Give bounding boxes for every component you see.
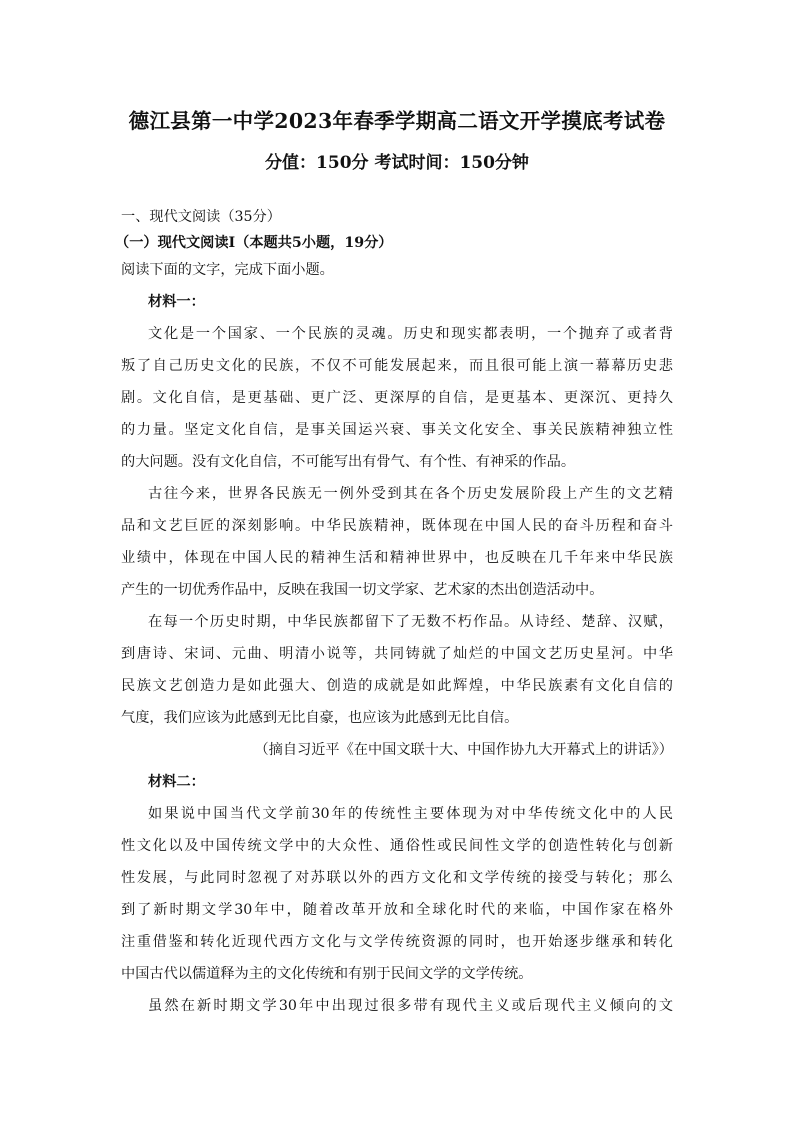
material-one-line: 的力量。坚定文化自信，是事关国运兴衰、事关文化安全、事关民族精神独立性 — [121, 422, 673, 438]
exam-subtitle: 分值：150分 考试时间：150分钟 — [265, 153, 529, 173]
material-one-line: 叛了自己历史文化的民族，不仅不可能发展起来，而且很可能上演一幕幕历史悲 — [121, 358, 673, 374]
material-one-line: 到唐诗、宋词、元曲、明清小说等，共同铸就了灿烂的中国文艺历史星河。中华 — [121, 646, 673, 662]
material-one-line: 古往今来，世界各民族无一例外受到其在各个历史发展阶段上产生的文艺精 — [148, 486, 673, 502]
material-one-line: 剧。文化自信，是更基础、更广泛、更深厚的自信，是更基本、更深沉、更持久 — [121, 390, 673, 406]
material-one-line: 民族文艺创造力是如此强大、创造的成就是如此辉煌，中华民族素有文化自信的 — [121, 678, 673, 694]
material-one-label: 材料一： — [148, 294, 205, 310]
material-two-line: 到了新时期文学30年中，随着改革开放和全球化时代的来临，中国作家在格外 — [121, 902, 673, 918]
material-one-line: 在每一个历史时期，中华民族都留下了无数不朽作品。从诗经、楚辞、汉赋， — [148, 614, 673, 630]
material-two-line: 性文化以及中国传统文学中的大众性、通俗性或民间性文学的创造性转化与创新 — [121, 838, 673, 854]
material-one-line: 产生的一切优秀作品中，反映在我国一切文学家、艺术家的杰出创造活动中。 — [121, 582, 604, 598]
material-two-line: 注重借鉴和转化近现代西方文化与文学传统资源的同时，也开始逐步继承和转化 — [121, 934, 673, 950]
material-two-label: 材料二： — [148, 774, 205, 790]
material-one-line: 气度，我们应该为此感到无比自豪，也应该为此感到无比自信。 — [121, 710, 519, 726]
material-one-source: （摘自习近平《在中国文联十大、中国作协九大开幕式上的讲话》） — [254, 742, 673, 758]
section-heading: 一、现代文阅读（35分） — [121, 209, 281, 225]
material-two-line: 性发展，与此同时忽视了对苏联以外的西方文化和文学传统的接受与转化；那么 — [121, 870, 673, 886]
material-one-line: 业绩中，体现在中国人民的精神生活和精神世界中，也反映在几千年来中华民族 — [121, 550, 673, 566]
material-two-line: 虽然在新时期文学30年中出现过很多带有现代主义或后现代主义倾向的文 — [148, 998, 673, 1014]
material-one-line: 文化是一个国家、一个民族的灵魂。历史和现实都表明，一个抛弃了或者背 — [148, 326, 673, 342]
material-one-line: 的大问题。没有文化自信，不可能写出有骨气、有个性、有神采的作品。 — [121, 454, 576, 470]
reading-instruction: 阅读下面的文字，完成下面小题。 — [121, 262, 334, 278]
material-two-line: 如果说中国当代文学前30年的传统性主要体现为对中华传统文化中的人民 — [148, 806, 673, 822]
section-subheading: （一）现代文阅读Ⅰ（本题共5小题，19分） — [115, 235, 393, 251]
material-one-line: 品和文艺巨匠的深刻影响。中华民族精神，既体现在中国人民的奋斗历程和奋斗 — [121, 518, 673, 534]
exam-title: 德江县第一中学2023年春季学期高二语文开学摸底考试卷 — [128, 109, 666, 133]
material-two-line: 中国古代以儒道释为主的文化传统和有别于民间文学的文学传统。 — [121, 966, 533, 982]
